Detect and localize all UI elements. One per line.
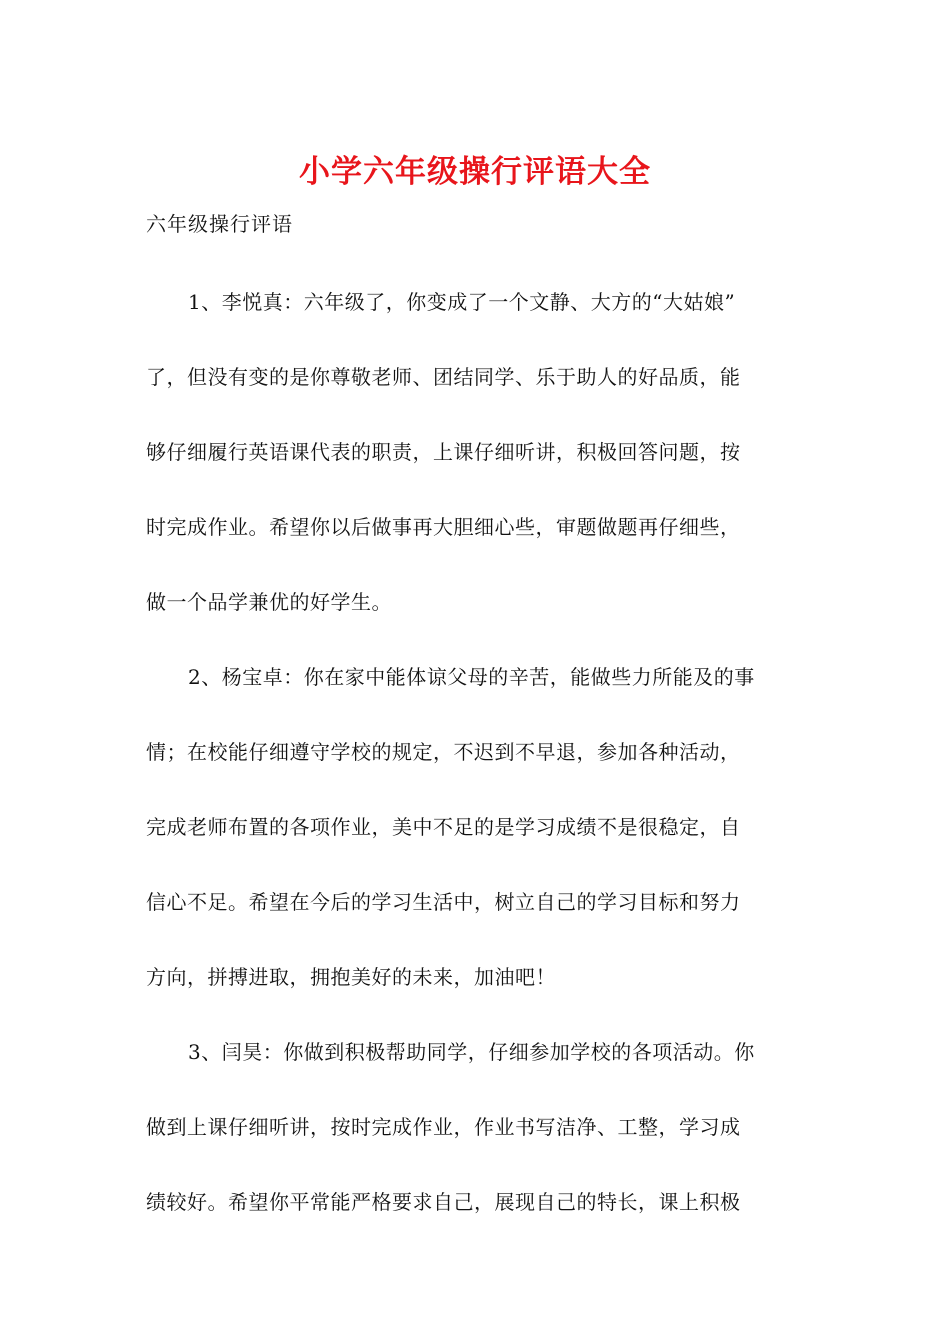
paragraph-2-line-4: 信心不足。希望在今后的学习生活中，树立自己的学习目标和努力 bbox=[146, 890, 741, 914]
paragraph-2-line-5: 方向，拼搏进取，拥抱美好的未来，加油吧！ bbox=[146, 965, 556, 989]
paragraph-1-line-5: 做一个品学兼优的好学生。 bbox=[146, 590, 392, 614]
document-subtitle: 六年级操行评语 bbox=[146, 212, 293, 236]
paragraph-3-line-3: 绩较好。希望你平常能严格要求自己，展现自己的特长，课上积极 bbox=[146, 1190, 741, 1214]
document-body bbox=[146, 265, 806, 1240]
paragraph-1-line-3: 够仔细履行英语课代表的职责，上课仔细听讲，积极回答问题，按 bbox=[146, 440, 741, 464]
paragraph-1-line-2: 了，但没有变的是你尊敬老师、团结同学、乐于助人的好品质，能 bbox=[146, 365, 741, 389]
document-title: 小学六年级操行评语大全 bbox=[299, 154, 651, 190]
paragraph-1-line-4: 时完成作业。希望你以后做事再大胆细心些，审题做题再仔细些， bbox=[146, 515, 741, 539]
paragraph-2-line-2: 情；在校能仔细遵守学校的规定，不迟到不早退，参加各种活动， bbox=[146, 740, 741, 764]
paragraph-3-line-1: 3、闫昊：你做到积极帮助同学，仔细参加学校的各项活动。你 bbox=[188, 1040, 755, 1064]
paragraph-1-line-1: 1、李悦真：六年级了，你变成了一个文静、大方的“大姑娘” bbox=[188, 290, 736, 314]
paragraph-2-line-3: 完成老师布置的各项作业，美中不足的是学习成绩不是很稳定，自 bbox=[146, 815, 741, 839]
paragraph-3-line-2: 做到上课仔细听讲，按时完成作业，作业书写洁净、工整，学习成 bbox=[146, 1115, 741, 1139]
paragraph-2-line-1: 2、杨宝卓：你在家中能体谅父母的辛苦，能做些力所能及的事 bbox=[188, 665, 755, 689]
